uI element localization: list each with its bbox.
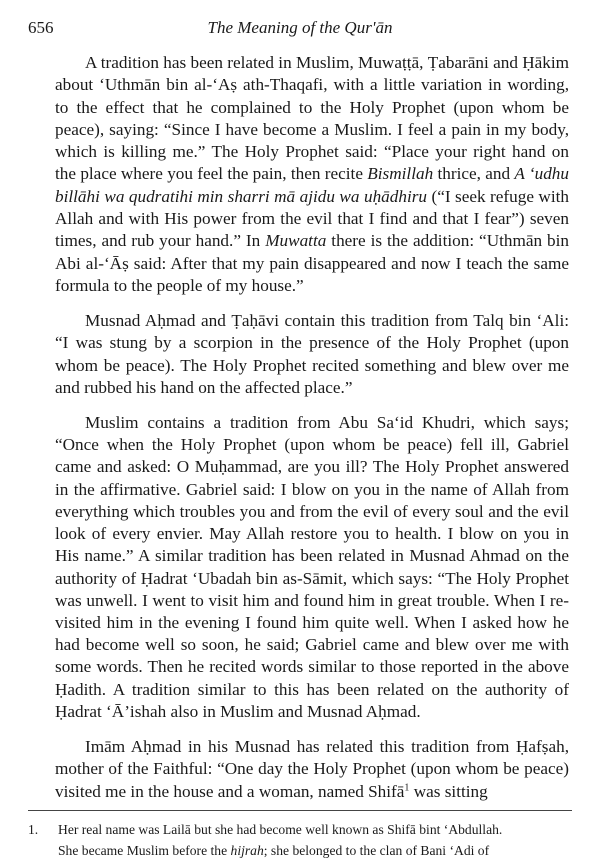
footnote-divider (28, 810, 572, 811)
paragraph-text: was sitting (409, 781, 488, 801)
paragraph-4 (55, 736, 569, 803)
paragraph-text: thrice, and (433, 164, 515, 184)
footnote-italic: hijrah (230, 843, 264, 858)
paragraph-text: there is the addition: “Uthmān bin Abi al-‘Āṣ said: After that my pain disappeared and now I teach the same formula to the people of my house.” (55, 231, 569, 295)
italic-phrase: Muwatta (265, 231, 327, 251)
paragraph-3: Muslim contains a tradition from Abu Sa‘id Khudri, which says; “Once when the Holy Prophet (upon whom be peace) fell ill, Gabriel came and asked: O Muḥammad, are you ill? The Holy Prophet answered in the affirmative. Gabriel said: I blow on you in the name of Allah from everything which troubles you and from the evil of every soul and the evil look of every envier. May Allah restore you to health. I blow on you in His name.” A similar tradition has been related in Musnad Ahmad on the authority of Ḥadrat ‘Ubadah bin as-Sāmit, which says: “The Holy Prophet was unwell. I went to visit him and found him in great trouble. When I re-visited him in the evening I found him quite well. When I asked how he had become well so soon, he said; Gabriel came and blew over me with some words. Then he recited words similar to those reported in the above Ḥadith. A tradition similar to this has been related on the authority of Ḥadrat ‘Ā’ishah also in Muslim and Musnad Aḥmad. (55, 413, 569, 721)
page-header (0, 18, 600, 40)
running-title: The Meaning of the Qur'ān (207, 18, 393, 37)
paragraph-1 (55, 52, 569, 297)
footnote-line-1 (28, 819, 572, 840)
footnote-marker: 1 (404, 782, 410, 793)
paragraph-text: (“I seek refuge with Allah and with His power from the evil that I find and that I fear”) seven times, and rub your hand.” In (55, 186, 569, 251)
paragraph-text: Imām Aḥmad in his Musnad has related this tradition from Ḥafṣah, mother of the Faithful: “One day the Holy Prophet (upon whom be peace) visited me in the house and a woman, named Shifā (55, 736, 569, 801)
footnote-number: 1. (28, 822, 39, 837)
italic-phrase: Bismillah (367, 164, 434, 184)
paragraph-2: Musnad Aḥmad and Ṭaḥāvi contain this tradition from Talq bin ‘Ali: “I was stung by a scorpion in the presence of the Holy Prophet (upon whom be peace). The Holy Prophet recited something and blew over me and rubbed his hand on the affected place.” (55, 311, 569, 397)
footnote-text: Her real name was Lailā but she had become well known as Shifā bint ‘Abdullah. (58, 822, 503, 837)
footnote-text: She became Muslim before the (58, 843, 231, 858)
paragraph-text: A tradition has been related in Muslim, Muwaṭṭā, Ṭabarāni and Ḥākim about ‘Uthmān bin al-‘Aṣ ath-Thaqafi, with a little variation in wording, to the effect that he complained to the Holy Prophet (upon whom be peace), saying: “Since I have become a Muslim. I feel a pain in my body, which is killing me.” The Holy Prophet said: “Place your right hand on the place where you feel the pain, then recite (55, 53, 569, 184)
italic-phrase: A ‘udhu billāhi wa qudratihi min sharri mā ajidu wa uḥādhiru (55, 164, 569, 206)
body-text (55, 52, 569, 803)
footnote (28, 819, 572, 861)
footnote-text: ; she belonged to the clan of Bani ‘Adi of (263, 843, 490, 858)
page-number: 656 (28, 18, 54, 37)
footnote-line-2 (28, 840, 489, 861)
